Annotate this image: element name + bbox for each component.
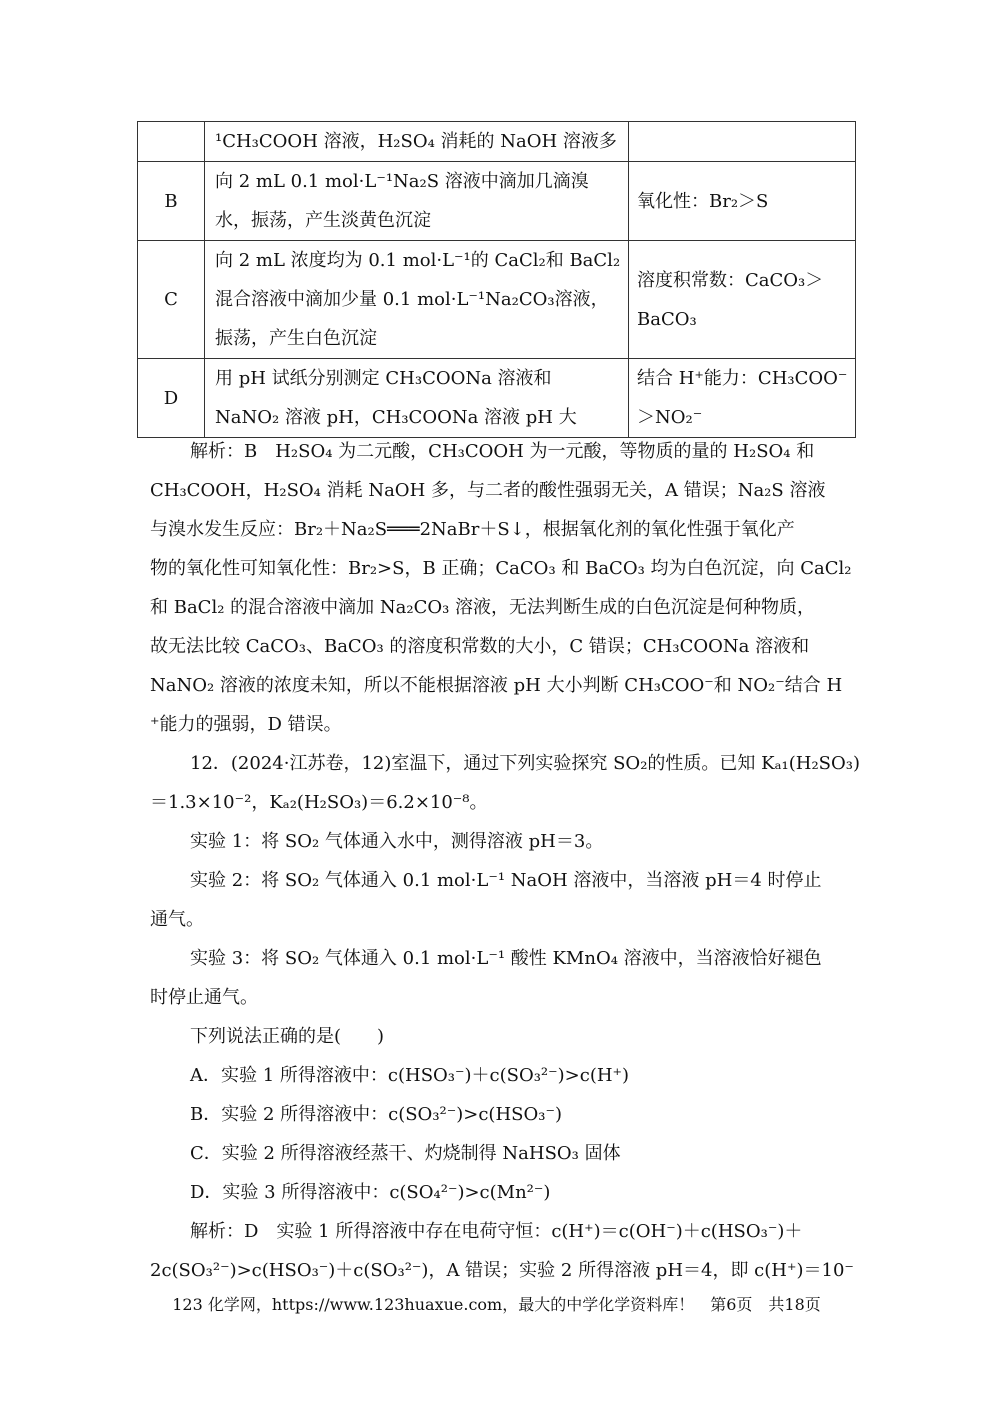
option-c: C．实验 2 所得溶液经蒸干、灼烧制得 NaHSO₃ 固体 <box>190 1143 621 1164</box>
row-label: D <box>138 359 205 438</box>
experiment-3: 实验 3：将 SO₂ 气体通入 0.1 mol·L⁻¹ 酸性 KMnO₄ 溶液中，当溶液恰好褪色 <box>190 948 822 969</box>
row-label: B <box>138 162 205 241</box>
row-conclusion: 溶度积常数：CaCO₃＞ BaCO₃ <box>629 241 856 359</box>
row-description: 用 pH 试纸分别测定 CH₃COONa 溶液和 NaNO₂ 溶液 pH，CH₃COONa 溶液 pH 大 <box>205 359 629 438</box>
row-label: C <box>138 241 205 359</box>
question-prompt: 下列说法正确的是( ) <box>190 1026 385 1047</box>
option-d: D．实验 3 所得溶液中：c(SO₄²⁻)>c(Mn²⁻) <box>190 1182 551 1203</box>
table-row <box>138 122 856 162</box>
experiment-2: 实验 2：将 SO₂ 气体通入 0.1 mol·L⁻¹ NaOH 溶液中，当溶液 pH＝4 时停止 <box>190 870 822 891</box>
option-a: A．实验 1 所得溶液中：c(HSO₃⁻)＋c(SO₃²⁻)>c(H⁺) <box>190 1065 630 1086</box>
experiment-list: 实验 1：将 SO₂ 气体通入水中，测得溶液 pH＝3。 实验 2：将 SO₂ 气体通入 0.1 mol·L⁻¹ NaOH 溶液中，当溶液 pH＝4 时停止 通气。 实验 3：将 SO₂ 气体通入 0.1 mol·L⁻¹ 酸性 KMnO₄ 溶液中，当溶液恰好褪色 时停止通气。 下列说法正确的是( ) A．实验 1 所得溶液中：c(HSO₃⁻)＋c(SO₃²⁻)>c(H⁺) B．实验 2 所得溶液中：c(SO₃²⁻)>c(HSO₃⁻) C．实验 2 所得溶液经蒸干、灼烧制得 NaHSO₃ 固体 D．实验 3 所得溶液中：c(SO₄²⁻)>c(Mn²⁻) <box>150 822 856 1212</box>
row-description: 向 2 mL 浓度均为 0.1 mol·L⁻¹的 CaCl₂和 BaCl₂ 混合溶液中滴加少量 0.1 mol·L⁻¹Na₂CO₃溶液， 振荡，产生白色沉淀 <box>205 241 629 359</box>
question-12: 12．(2024·江苏卷，12)室温下，通过下列实验探究 SO₂的性质。已知 Kₐ₁(H₂SO₃) ＝1.3×10⁻²，Kₐ₂(H₂SO₃)＝6.2×10⁻⁸。 <box>150 753 860 813</box>
row-conclusion: 结合 H⁺能力：CH₃COO⁻ ＞NO₂⁻ <box>629 359 856 438</box>
option-b: B．实验 2 所得溶液中：c(SO₃²⁻)>c(HSO₃⁻) <box>190 1104 562 1125</box>
row-conclusion: 氧化性：Br₂＞S <box>629 162 856 241</box>
table-row-b <box>138 162 856 241</box>
table-row-c <box>138 241 856 359</box>
experiment-1: 实验 1：将 SO₂ 气体通入水中，测得溶液 pH＝3。 <box>190 831 604 852</box>
options-table <box>137 121 856 438</box>
table-row-d <box>138 359 856 438</box>
page-footer: 123 化学网，https://www.123huaxue.com，最大的中学化学资料库！ 第6页 共18页 <box>172 1295 821 1314</box>
row-description-cell: ¹CH₃COOH 溶液，H₂SO₄ 消耗的 NaOH 溶液多 <box>205 122 629 162</box>
row-label-cell <box>138 122 205 162</box>
analysis-paragraph-2: 解析：D 实验 1 所得溶液中存在电荷守恒：c(H⁺)＝c(OH⁻)＋c(HSO₃⁻)＋ 2c(SO₃²⁻)>c(HSO₃⁻)＋c(SO₃²⁻)，A 错误；实验 2 所得溶液 pH＝4，即 c(H⁺)＝10⁻ <box>150 1221 854 1281</box>
analysis-paragraph-1: 解析：B H₂SO₄ 为二元酸，CH₃COOH 为一元酸，等物质的量的 H₂SO₄ 和 CH₃COOH，H₂SO₄ 消耗 NaOH 多，与二者的酸性强弱无关，A 错误；Na₂S 溶液 与溴水发生反应：Br₂＋Na₂S═══2NaBr＋S↓，根据氧化剂的氧化性强于氧化产 物的氧化性可知氧化性：Br₂>S，B 正确；CaCO₃ 和 BaCO₃ 均为白色沉淀，向 CaCl₂ 和 BaCl₂ 的混合溶液中滴加 Na₂CO₃ 溶液，无法判断生成的白色沉淀是何种物质， 故无法比较 CaCO₃、BaCO₃ 的溶度积常数的大小，C 错误；CH₃COONa 溶液和 NaNO₂ 溶液的浓度未知，所以不能根据溶液 pH 大小判断 CH₃COO⁻和 NO₂⁻结合 H ⁺能力的强弱，D 错误。 <box>150 441 852 735</box>
row-conclusion-cell <box>629 122 856 162</box>
row-description: 向 2 mL 0.1 mol·L⁻¹Na₂S 溶液中滴加几滴溴 水，振荡，产生淡黄色沉淀 <box>205 162 629 241</box>
